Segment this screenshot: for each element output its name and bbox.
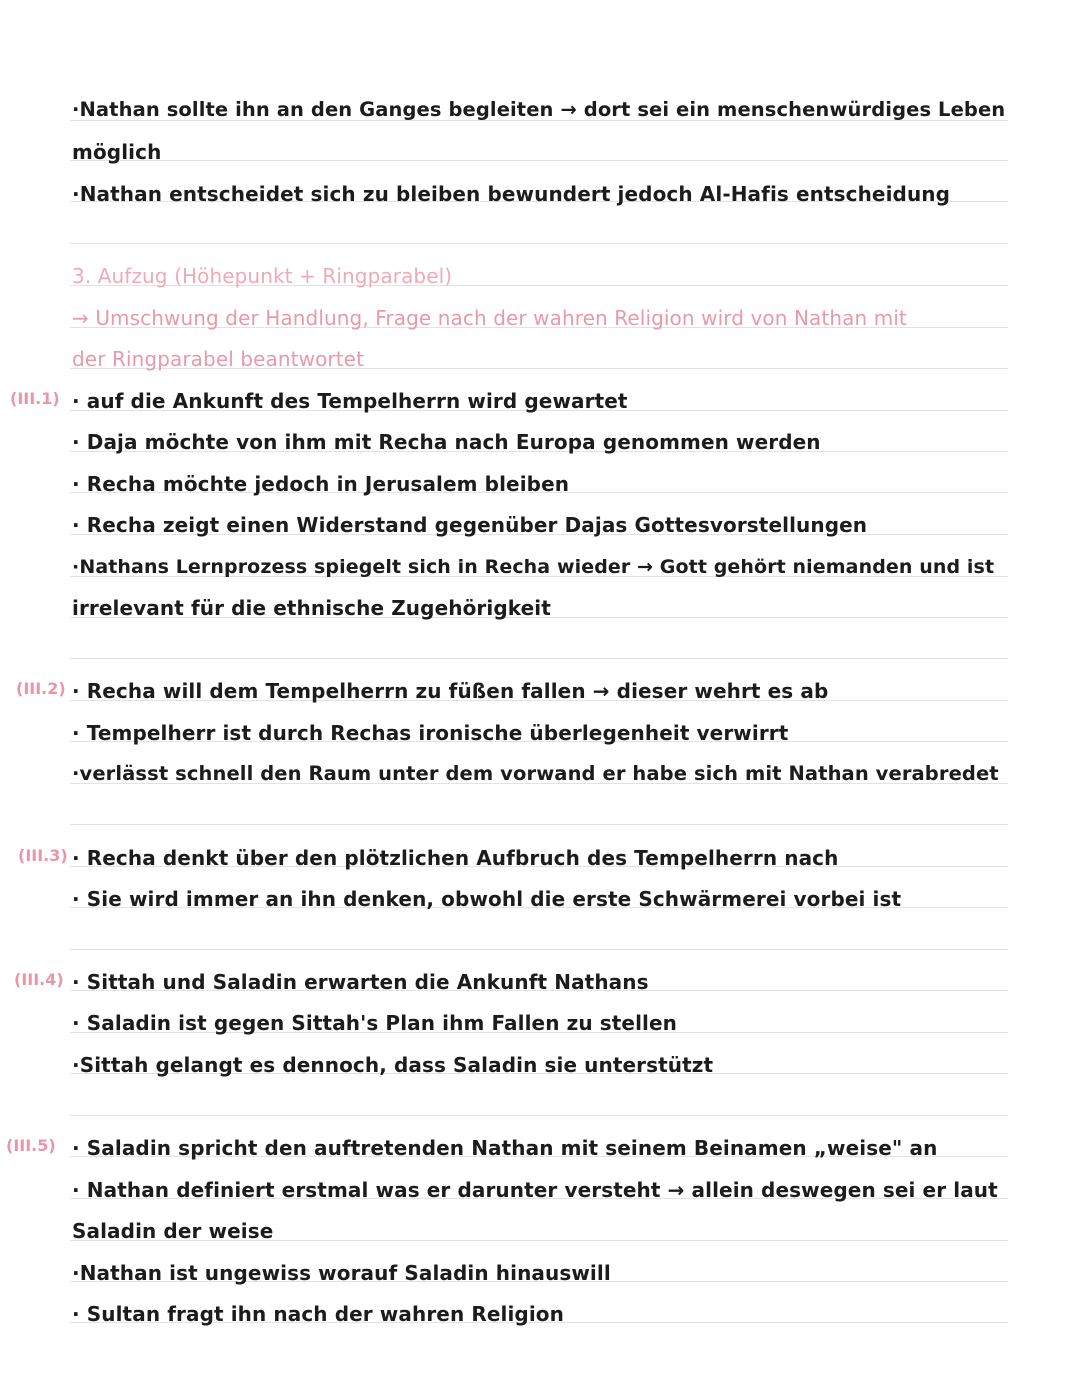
ruled-line bbox=[70, 658, 1008, 659]
scene-tag-label: (III.2) bbox=[16, 679, 66, 698]
scene-line: · Recha zeigt einen Widerstand gegenüber Dajas Gottesvorstellungen bbox=[72, 513, 868, 537]
scene-tag bbox=[18, 845, 68, 867]
intro-line: möglich bbox=[72, 140, 162, 164]
scene-line: · Saladin spricht den auftretenden Nathan mit seinem Beinamen „weise" an bbox=[72, 1136, 938, 1160]
act3-heading: 3. Aufzug (Höhepunkt + Ringparabel) bbox=[72, 264, 453, 288]
scene-tag-label: (III.4) bbox=[14, 970, 64, 989]
scene-tag-label: (III.5) bbox=[6, 1136, 56, 1155]
scene-tag-label: (III.1) bbox=[10, 389, 60, 408]
scene-line: ·verlässt schnell den Raum unter dem vorwand er habe sich mit Nathan verabredet bbox=[72, 762, 999, 785]
act3-summary-line: → Umschwung der Handlung, Frage nach der wahren Religion wird von Nathan mit bbox=[72, 306, 907, 330]
scene-tag bbox=[16, 678, 66, 700]
ruled-line bbox=[70, 949, 1008, 950]
scene-line: · Recha will dem Tempelherrn zu füßen fallen → dieser wehrt es ab bbox=[72, 679, 829, 703]
ruled-line bbox=[70, 160, 1008, 161]
ruled-line bbox=[70, 1115, 1008, 1116]
intro-line: ·Nathan sollte ihn an den Ganges begleiten → dort sei ein menschenwürdiges Leben bbox=[72, 98, 1006, 121]
scene-line: ·Nathan ist ungewiss worauf Saladin hinauswill bbox=[72, 1261, 611, 1285]
scene-line: Saladin der weise bbox=[72, 1219, 274, 1243]
scene-tag bbox=[6, 1135, 56, 1157]
scene-tag-label: (III.3) bbox=[18, 846, 68, 865]
scene-line: · Nathan definiert erstmal was er darunter versteht → allein deswegen sei er laut bbox=[72, 1178, 998, 1202]
scene-line: irrelevant für die ethnische Zugehörigkeit bbox=[72, 596, 551, 620]
scene-line: · Sittah und Saladin erwarten die Ankunft Nathans bbox=[72, 970, 649, 994]
scene-line: ·Sittah gelangt es dennoch, dass Saladin sie unterstützt bbox=[72, 1053, 714, 1077]
scene-tag bbox=[10, 388, 60, 410]
scene-line: · Recha denkt über den plötzlichen Aufbruch des Tempelherrn nach bbox=[72, 846, 839, 870]
scene-line: · Sultan fragt ihn nach der wahren Religion bbox=[72, 1302, 564, 1326]
scene-line: ·Nathans Lernprozess spiegelt sich in Recha wieder → Gott gehört niemanden und ist bbox=[72, 556, 995, 578]
intro-line: ·Nathan entscheidet sich zu bleiben bewundert jedoch Al-Hafis entscheidung bbox=[72, 182, 951, 206]
scene-line: · Sie wird immer an ihn denken, obwohl die erste Schwärmerei vorbei ist bbox=[72, 887, 902, 911]
scene-line: · Saladin ist gegen Sittah's Plan ihm Fallen zu stellen bbox=[72, 1011, 677, 1035]
scene-line: · auf die Ankunft des Tempelherrn wird gewartet bbox=[72, 389, 628, 413]
ruled-line bbox=[70, 243, 1008, 244]
scene-line: · Tempelherr ist durch Rechas ironische überlegenheit verwirrt bbox=[72, 721, 789, 745]
act3-summary-line: der Ringparabel beantwortet bbox=[72, 347, 365, 371]
scene-line: · Recha möchte jedoch in Jerusalem bleiben bbox=[72, 472, 570, 496]
scene-line: · Daja möchte von ihm mit Recha nach Europa genommen werden bbox=[72, 430, 821, 454]
scene-tag bbox=[14, 969, 64, 991]
ruled-line bbox=[70, 824, 1008, 825]
